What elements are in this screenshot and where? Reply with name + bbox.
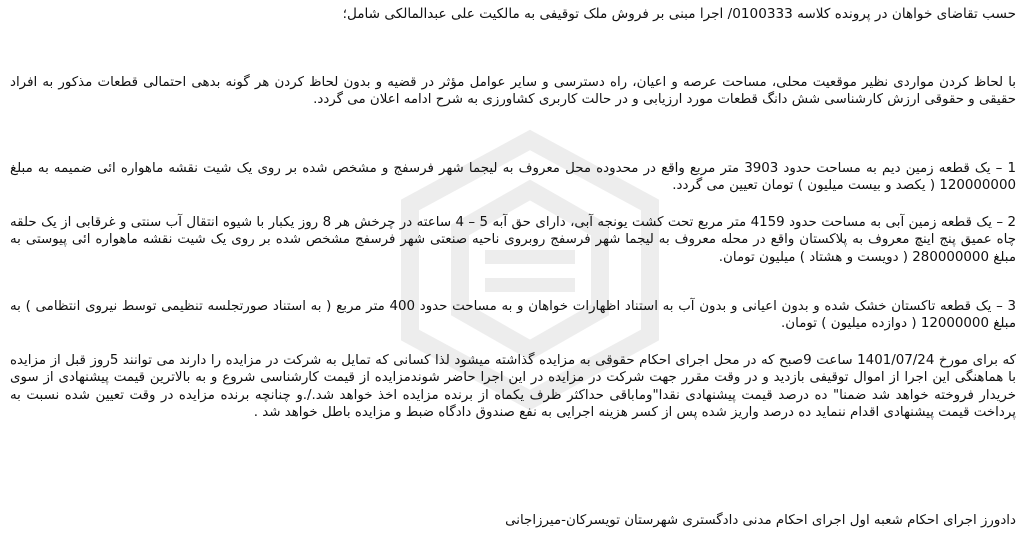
- notice-heading: حسب تقاضای خواهان در پرونده کلاسه 0100333/ اجرا مبنی بر فروش ملک توقیفی به مالکیت علی عبدالمالکی شامل؛: [342, 6, 1016, 22]
- signature-line: دادورز اجرای احکام شعبه اول اجرای احکام مدنی دادگستری شهرستان تویسرکان-میرزاجانی: [505, 513, 1016, 528]
- property-item-3: 3 – یک قطعه تاکستان خشک شده و بدون اعیانی و بدون آب به استناد اظهارات خواهان و به مساحت حدود 400 متر مربع ( به استناد صورتجلسه تنظیمی توسط نیروی انتظامی ) به مبلغ 12000000 ( دوازده میلیون ) تومان.: [10, 299, 1016, 332]
- property-item-2: 2 – یک قطعه زمین آبی به مساحت حدود 4159 متر مربع تحت کشت یونجه آبی، دارای حق آبه 5 – 4 ساعته در چرخش هر 8 روز یکبار با شیوه انتقال آب سنتی و غرقابی از یک حلقه چاه عمیق پنج اینچ معروف به پلاکستان واقع در محله معروف به لیجما شهر فرسفج روبروی ناحیه صنعتی شهر فرسفج مشخص شده بر روی یک شیت نقشه ماهواره ائی پیوستی به مبلغ 280000000 ( دویست و هشتاد ) میلیون تومان.: [10, 215, 1016, 265]
- notice-intro-paragraph: با لحاظ کردن مواردی نظیر موقعیت محلی، مساحت عرصه و اعیان، راه دسترسی و سایر عوامل مؤثر در قضیه و بدون لحاظ کردن هر گونه بدهی احتمالی قطعات مذکور به افراد حقیقی و حقوقی ارزش کارشناسی شش دانگ قطعات مورد ارزیابی و در حالت کاربری کشاورزی به شرح ادامه اعلان می گردد.: [10, 75, 1016, 108]
- auction-terms-paragraph: که برای مورخ 1401/07/24 ساعت 9صبح که در محل اجرای احکام حقوقی به مزایده گذاشته میشود لذا کسانی که تمایل به شرکت در مزایده را دارند می توانند 5روز قبل از مزایده با هماهنگی این اجرا از اموال توقیفی بازدید و در وقت مقرر جهت شرکت در مزایده در این اجرا حاضر شوندمزایده از قیمت کارشناسی شروع و به بالاترین قیمت پیشنهادی از سوی خریدار فروخته خواهد شد ضمنا" ده درصد قیمت پیشنهادی نقدا"وماباقی حداکثر ظرف یکماه از برنده مزایده اخذ خواهد شد./.و چنانچه برنده مزایده در وقت تعیین شده نسبت به پرداخت قیمت پیشنهادی اقدام ننماید ده درصد واریز شده پس از کسر هزینه اجرایی به نفع صندوق دادگاه ضبط و مزایده باطل خواهد شد .: [10, 353, 1016, 421]
- property-item-1: 1 – یک قطعه زمین دیم به مساحت حدود 3903 متر مربع واقع در محدوده محل معروف به لیجما شهر فرسفج و مشخص شده بر روی یک شیت نقشه ماهواره ائی ضمیمه به مبلغ 120000000 ( یکصد و بیست میلیون ) تومان تعیین می گردد.: [10, 161, 1016, 194]
